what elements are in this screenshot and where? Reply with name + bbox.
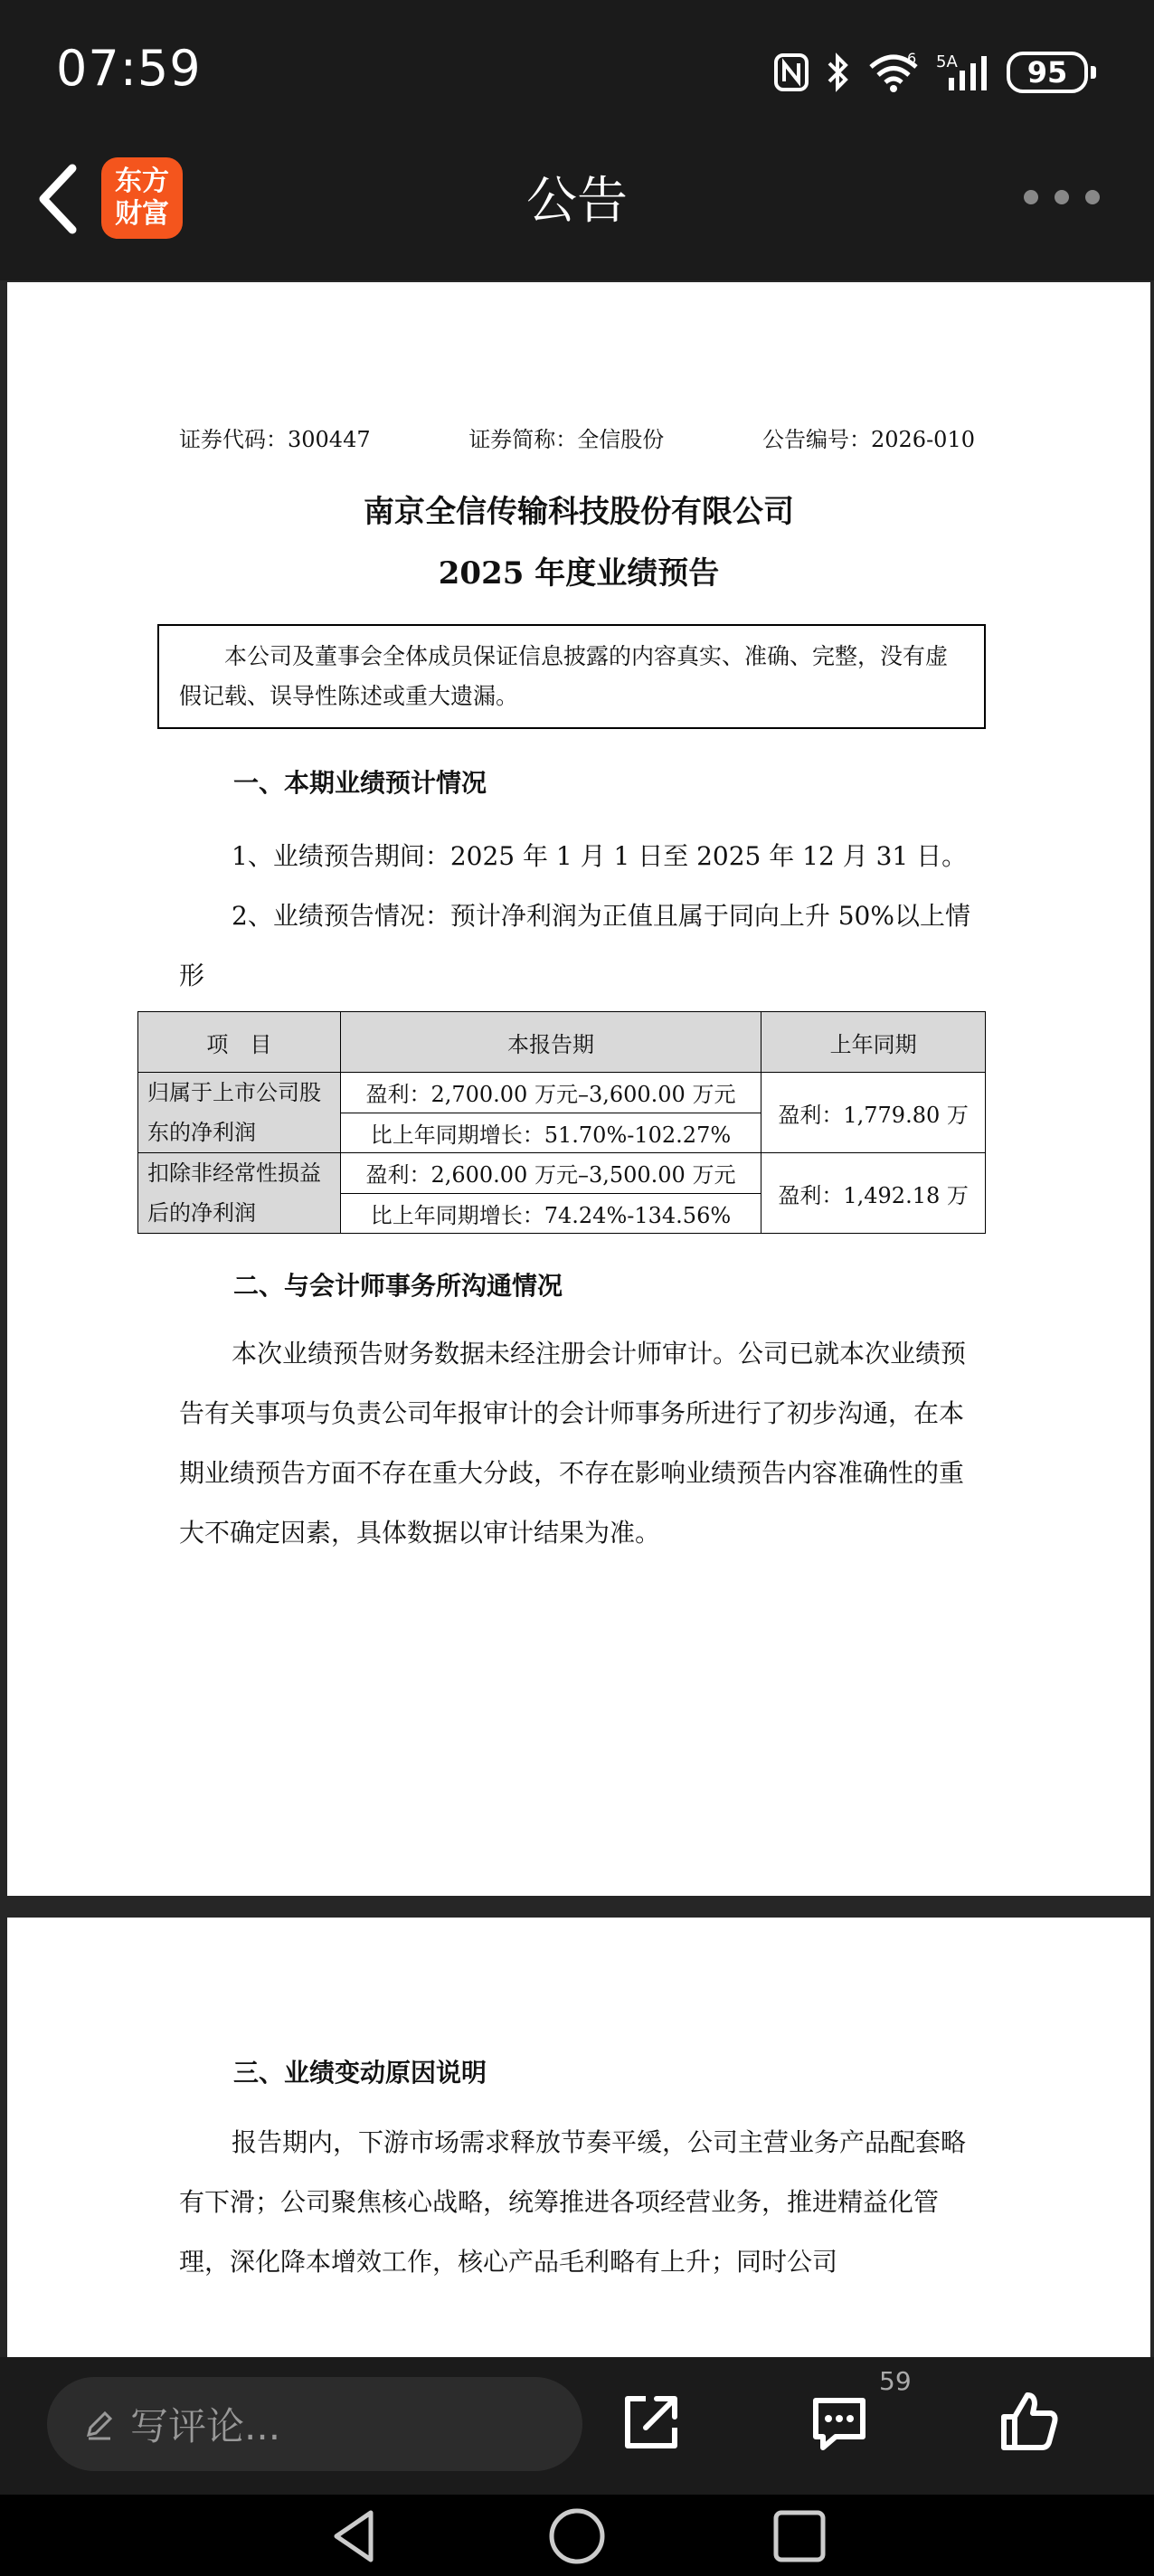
signal-icon xyxy=(936,52,990,92)
comment-count: 59 xyxy=(879,2366,912,2396)
table-header-row xyxy=(138,1012,986,1073)
bluetooth-icon xyxy=(826,52,851,92)
section2-body: 本次业绩预告财务数据未经注册会计师审计。公司已就本次业绩预告有关事项与负责公司年报审计的会计师事务所进行了初步沟通，在本期业绩预告方面不存在重大分歧，不存在影响业绩预告内容准确性的重大不确定因素，具体数据以审计结果为准。 xyxy=(179,1339,967,1548)
status-bar xyxy=(0,0,1154,136)
table-item: 归属于上市公司股东的净利润 xyxy=(138,1073,341,1153)
status-icons xyxy=(773,47,1096,98)
table-item: 扣除非经常性损益后的净利润 xyxy=(138,1153,341,1234)
pencil-icon xyxy=(81,2406,118,2442)
system-nav-bar xyxy=(0,2495,1154,2576)
table-header: 本报告期 xyxy=(340,1012,761,1073)
document-page-1 xyxy=(7,282,1150,1896)
table-row xyxy=(138,1073,986,1113)
table-row xyxy=(138,1153,986,1194)
nav-back-icon[interactable] xyxy=(326,2507,383,2565)
nav-recents-icon[interactable] xyxy=(771,2507,828,2565)
document-title: 2025 年度业绩预告 xyxy=(438,555,720,592)
table-prev: 盈利：1,492.18 万 xyxy=(761,1153,986,1234)
svg-text:6: 6 xyxy=(907,52,917,67)
table-growth: 比上年同期增长：51.70%-102.27% xyxy=(340,1113,761,1153)
comment-input[interactable] xyxy=(47,2377,582,2471)
disclosure-notice: 本公司及董事会全体成员保证信息披露的内容真实、准确、完整，没有虚假记载、误导性陈述或重大遗漏。 xyxy=(157,624,986,729)
table-header: 上年同期 xyxy=(761,1012,986,1073)
page-title: 公告 xyxy=(526,172,628,231)
table-prev: 盈利：1,779.80 万 xyxy=(761,1073,986,1153)
section3-heading: 三、业绩变动原因说明 xyxy=(233,2058,487,2088)
table-growth: 比上年同期增长：74.24%-134.56% xyxy=(340,1193,761,1234)
table-range: 盈利：2,600.00 万元–3,500.00 万元 xyxy=(340,1153,761,1194)
battery-level: 95 xyxy=(1007,52,1088,93)
svg-text:5A: 5A xyxy=(936,52,958,71)
share-icon[interactable] xyxy=(615,2386,687,2458)
logo-line2: 财富 xyxy=(115,198,169,230)
comments-icon[interactable] xyxy=(803,2386,875,2458)
section2-heading: 二、与会计师事务所沟通情况 xyxy=(233,1271,563,1301)
battery-indicator xyxy=(1007,52,1096,93)
comment-placeholder: 写评论... xyxy=(130,2404,281,2448)
logo-line1: 东方 xyxy=(115,166,169,197)
section3-body: 报告期内，下游市场需求释放节奏平缓，公司主营业务产品配套略有下滑；公司聚焦核心战略，统筹推进各项经营业务，推进精益化管理，深化降本增效工作，核心产品毛利略有上升；同时公司 xyxy=(179,2127,967,2277)
company-name: 南京全信传输科技股份有限公司 xyxy=(364,494,794,530)
status-time: 07:59 xyxy=(56,40,202,97)
more-options-icon[interactable] xyxy=(1024,190,1100,204)
section1-heading: 一、本期业绩预计情况 xyxy=(233,768,487,798)
section1-period: 1、业绩预告期间：2025 年 1 月 1 日至 2025 年 12 月 31 日。 xyxy=(232,841,968,871)
table-range: 盈利：2,700.00 万元–3,600.00 万元 xyxy=(340,1073,761,1113)
wifi-icon xyxy=(867,52,920,92)
notice-number: 公告编号：2026-010 xyxy=(762,427,975,452)
nfc-icon xyxy=(773,52,809,92)
stock-short-name: 证券简称：全信股份 xyxy=(468,427,665,452)
nav-home-icon[interactable] xyxy=(548,2507,606,2565)
like-icon[interactable] xyxy=(993,2386,1065,2458)
battery-tip xyxy=(1091,66,1096,79)
section1-situation: 2、业绩预告情况：预计净利润为正值且属于同向上升 50%以上情形 xyxy=(179,901,970,990)
table-header: 项 目 xyxy=(138,1012,341,1073)
stock-code: 证券代码：300447 xyxy=(179,427,371,452)
doc-meta xyxy=(179,421,975,453)
performance-table xyxy=(137,1011,986,1234)
